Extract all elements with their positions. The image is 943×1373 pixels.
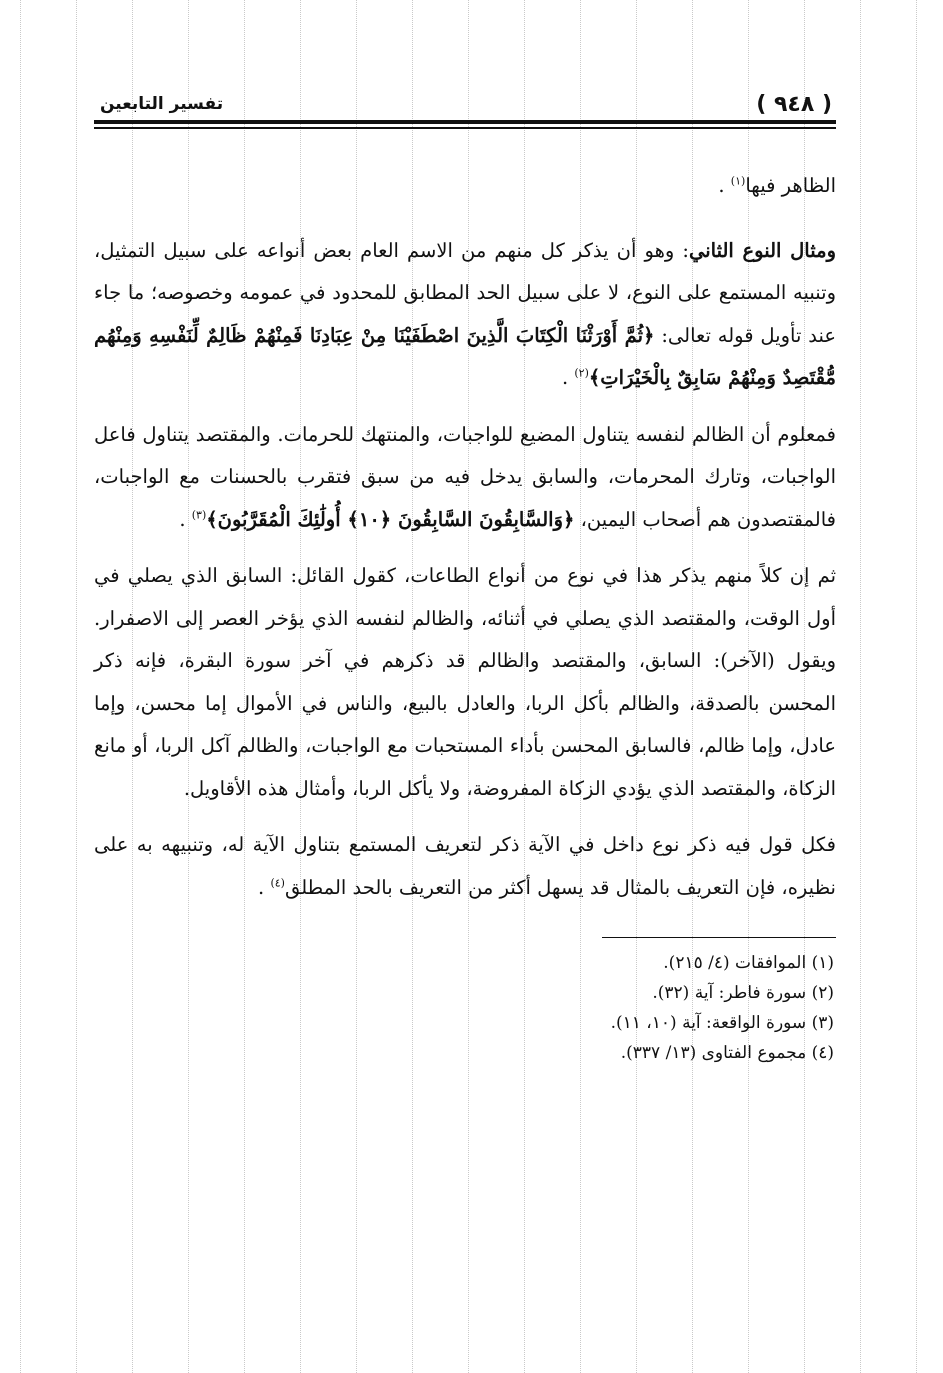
paragraph-text: : وهو أن يذكر كل منهم من الاسم العام بعض أنواعه على سبيل التمثيل، وتنبيه المستمع على النوع، لا على سبيل الحد المطابق للمحدود في عمومه وخصوصه؛ ما جاء عند تأويل قوله تعالى:	[94, 238, 836, 347]
paragraph	[94, 824, 836, 909]
paragraph-text: الظاهر فيها	[745, 174, 836, 197]
paragraph-text: فكل قول فيه ذكر نوع داخل في الآية ذكر لتعريف المستمع بتناول الآية له، وتنبيهه به على نظيره، فإن التعريف بالمثال قد يسهل أكثر من التعريف بالحد المطلق	[94, 833, 836, 899]
paragraph-end: .	[258, 875, 271, 899]
footnote: (١) الموافقات (٤/ ٢١٥).	[663, 953, 834, 973]
paragraph-end: .	[179, 507, 192, 531]
document-page	[94, 92, 836, 1068]
paragraph	[94, 165, 836, 208]
paragraph-end: .	[718, 174, 731, 197]
paragraph-lead: ومثال النوع الثاني	[688, 238, 836, 262]
paragraph-end: .	[561, 366, 575, 389]
quran-verse: ﴿وَالسَّابِقُونَ السَّابِقُونَ ﴿١٠﴾ أُولَٰئِكَ الْمُقَرَّبُونَ﴾	[206, 507, 575, 531]
guide-line	[20, 0, 21, 1373]
quran-verse: ﴿ثُمَّ أَوْرَثْنَا الْكِتَابَ الَّذِينَ اصْطَفَيْنَا مِنْ عِبَادِنَا فَمِنْهُمْ ظَالِمٌ لِّنَفْسِهِ وَمِنْهُم مُّقْتَصِدٌ وَمِنْهُمْ سَابِقٌ بِالْخَيْرَاتِ﴾	[94, 323, 836, 389]
footnote-ref: (٢)	[574, 366, 589, 380]
header-rule-thick	[94, 120, 836, 124]
page-number: ( ٩٤٨ )	[756, 92, 832, 117]
footnote-separator	[602, 937, 836, 938]
footnote: (٣) سورة الواقعة: آية (١٠، ١١).	[610, 1013, 834, 1033]
paragraph	[94, 230, 836, 400]
page-header	[94, 92, 836, 118]
paragraph	[94, 414, 836, 542]
paragraph-text: ثم إن كلاً منهم يذكر هذا في نوع من أنواع الطاعات، كقول القائل: السابق الذي يصلي في أول الوقت، والمقتصد الذي يصلي في أثنائه، والظالم لنفسه الذي يؤخر العصر إلى الاصفرار. ويقول (الآخر): السابق، والمقتصد والظالم قد ذكرهم في آخر سورة البقرة، فإنه ذكر المحسن بالصدقة، والظالم بأكل الربا، والعادل بالبيع، والناس في الأموال إما محسن، وإما عادل، وإما ظالم، فالسابق المحسن بأداء المستحبات مع الواجبات، والظالم آكل الربا، أو مانع الزكاة، والمقتصد الذي يؤدي الزكاة المفروضة، ولا يأكل الربا، وأمثال هذه الأقاويل.	[94, 564, 836, 800]
guide-line	[916, 0, 917, 1373]
footnote: (٢) سورة فاطر: آية (٣٢).	[652, 983, 834, 1003]
body-text	[94, 165, 836, 909]
paragraph-text: فمعلوم أن الظالم لنفسه يتناول المضيع للواجبات، والمنتهك للحرمات. والمقتصد يتناول فاعل الواجبات، وتارك المحرمات، والسابق يدخل فيه من سبق فتقرب بالحسنات مع الواجبات، فالمقتصدون هم أصحاب اليمين،	[94, 422, 836, 531]
guide-line	[76, 0, 77, 1373]
footnote: (٤) مجموع الفتاوى (١٣/ ٣٣٧).	[620, 1043, 834, 1063]
footnotes	[94, 948, 836, 1068]
book-title: تفسير التابعين	[100, 94, 224, 114]
header-rule-thin	[94, 127, 836, 129]
paragraph	[94, 555, 836, 810]
guide-line	[860, 0, 861, 1373]
footnote-ref: (١)	[730, 174, 746, 188]
footnote-ref: (٣)	[191, 508, 207, 521]
footnote-ref: (٤)	[270, 876, 285, 889]
